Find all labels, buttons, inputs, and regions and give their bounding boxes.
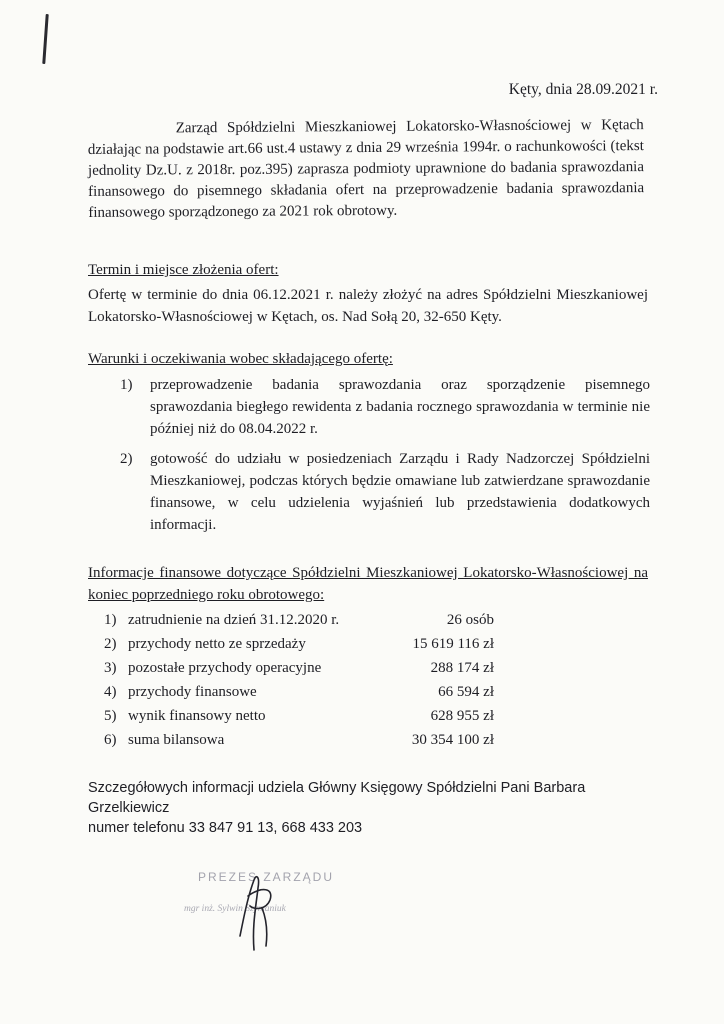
- financial-heading: Informacje finansowe dotyczące Spółdzielni Mieszkaniowej Lokatorsko-Własnościowej na koniec poprzedniego roku obrotowego:: [88, 565, 648, 603]
- financial-row: [104, 609, 494, 633]
- financial-number: 5): [104, 708, 117, 724]
- financial-value: 15 619 116 zł: [412, 636, 494, 652]
- financial-row: [104, 681, 494, 705]
- financial-label: wynik finansowy netto: [128, 708, 266, 724]
- contact-info: [88, 778, 648, 838]
- offer-heading: Termin i miejsce złożenia ofert:: [88, 262, 279, 278]
- handwritten-signature: [218, 866, 298, 954]
- financial-number: 6): [104, 732, 117, 748]
- stamp-title: PREZES ZARZĄDU: [198, 870, 335, 884]
- signature-stamp: [178, 866, 358, 956]
- financial-row: [104, 705, 494, 729]
- financial-label: pozostałe przychody operacyjne: [128, 660, 322, 676]
- condition-item: [110, 448, 650, 536]
- financial-value: 30 354 100 zł: [411, 732, 494, 748]
- financial-value: 628 955 zł: [430, 708, 494, 724]
- handwritten-margin-mark: [42, 14, 48, 64]
- stamp-name: mgr inż. Sylwin Szymaniuk: [184, 904, 286, 914]
- financial-number: 2): [104, 636, 117, 652]
- financial-label: zatrudnienie na dzień 31.12.2020 r.: [128, 612, 340, 628]
- date-line: Kęty, dnia 28.09.2021 r.: [508, 81, 658, 98]
- financial-number: 4): [104, 684, 117, 700]
- condition-text: przeprowadzenie badania sprawozdania oraz sporządzenie pisemnego sprawozdania biegłego rewidenta z badania rocznego sprawozdania w terminie nie później niż do 08.04.2022 r.: [150, 377, 650, 437]
- financial-row: [104, 657, 494, 681]
- financial-list: [104, 609, 494, 753]
- financial-label: suma bilansowa: [128, 732, 225, 748]
- financial-number: 1): [104, 612, 117, 628]
- contact-line: Szczegółowych informacji udziela Główny Księgowy Spółdzielni Pani Barbara Grzelkiewicz: [88, 780, 586, 816]
- conditions-list: [110, 374, 650, 536]
- financial-label: przychody finansowe: [128, 684, 257, 700]
- financial-number: 3): [104, 660, 117, 676]
- financial-value: 26 osób: [446, 612, 494, 628]
- condition-item: [110, 374, 650, 440]
- conditions-heading: Warunki i oczekiwania wobec składającego ofertę:: [88, 351, 393, 367]
- financial-row: [104, 729, 494, 753]
- condition-number: 2): [120, 451, 133, 467]
- financial-row: [104, 633, 494, 657]
- contact-phone: numer telefonu 33 847 91 13, 668 433 203: [88, 820, 363, 836]
- financial-label: przychody netto ze sprzedaży: [128, 636, 306, 652]
- financial-value: 288 174 zł: [430, 660, 494, 676]
- intro-paragraph: Zarząd Spółdzielni Mieszkaniowej Lokatorsko-Własnościowej w Kętach działając na podstawie art.66 ust.4 ustawy z dnia 29 września 1994r. o rachunkowości (tekst jednolity Dz.U. z 2018r. poz.395) zaprasza podmioty uprawnione do badania sprawozdania finansowego do pisemnego składania ofert na przeprowadzenie badania sprawozdania finansowego sporządzonego za 2021 rok obrotowy.: [87, 117, 645, 221]
- offer-text: Ofertę w terminie do dnia 06.12.2021 r. należy złożyć na adres Spółdzielni Mieszkaniowej Lokatorsko-Własnościowej w Kętach, os. Nad Sołą 20, 32-650 Kęty.: [88, 287, 648, 325]
- condition-number: 1): [120, 377, 133, 393]
- financial-value: 66 594 zł: [438, 684, 494, 700]
- condition-text: gotowość do udziału w posiedzeniach Zarządu i Rady Nadzorczej Spółdzielni Mieszkaniowej, podczas których będzie omawiane lub zatwierdzane sprawozdanie finansowe, w celu udzielenia wyjaśnień lub przedstawienia dodatkowych informacji.: [150, 451, 650, 533]
